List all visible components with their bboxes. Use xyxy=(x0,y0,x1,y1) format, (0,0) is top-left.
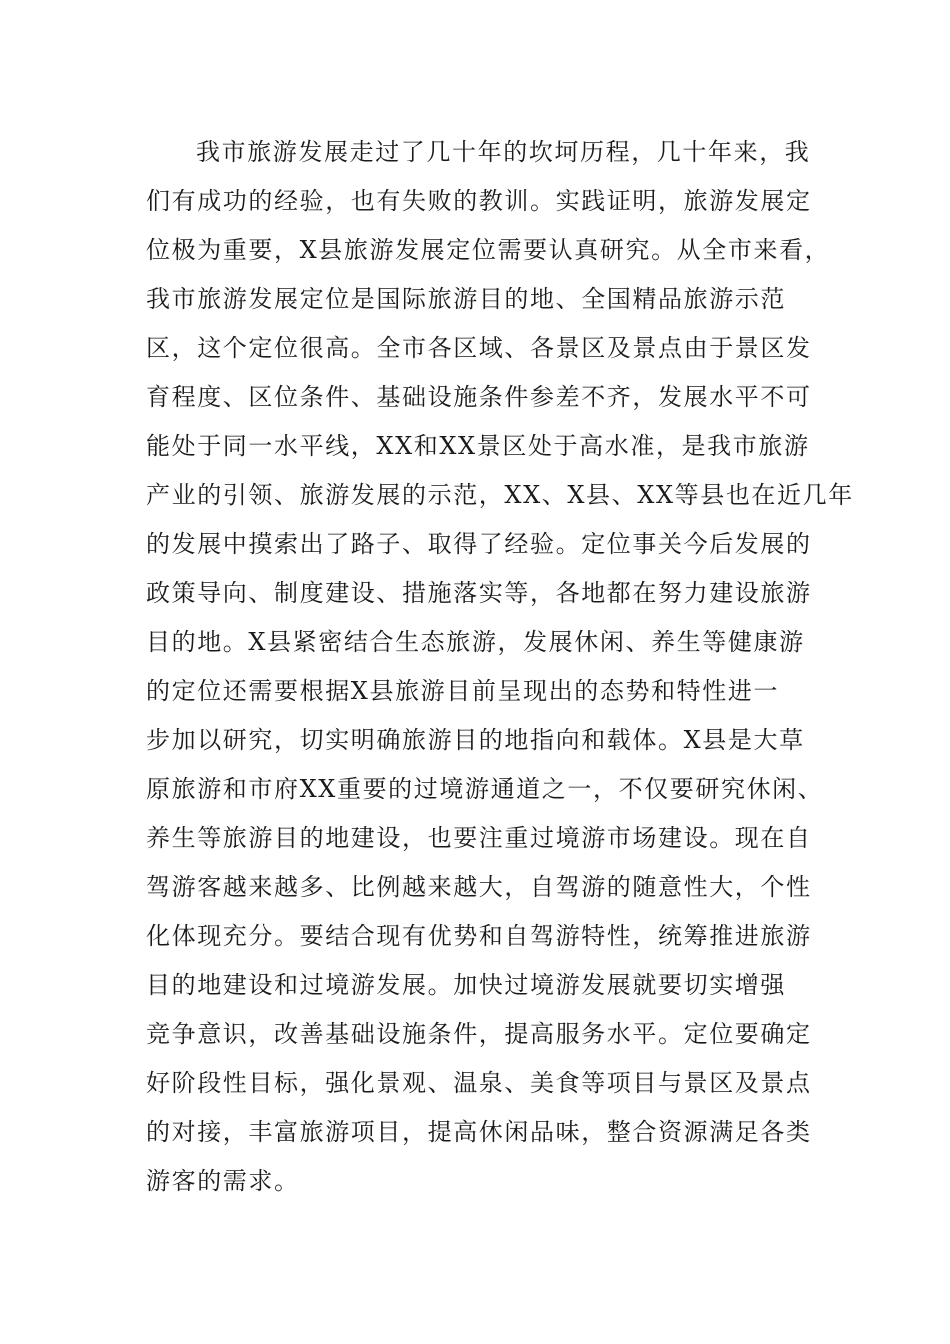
paragraph-line: 目的地建设和过境游发展。加快过境游发展就要切实增强 xyxy=(146,971,786,999)
paragraph-line: 步加以研究，切实明确旅游目的地指向和载体。X县是大草 xyxy=(146,726,805,754)
paragraph-line: 好阶段性目标，强化景观、温泉、美食等项目与景区及景点 xyxy=(146,1069,812,1097)
paragraph-line: 的定位还需要根据X县旅游目前呈现出的态势和特性进一 xyxy=(146,677,780,705)
paragraph-line: 我市旅游发展走过了几十年的坎坷历程，几十年来，我 xyxy=(196,138,811,166)
paragraph-line: 竞争意识，改善基础设施条件，提高服务水平。定位要确定 xyxy=(146,1020,812,1048)
paragraph-line: 我市旅游发展定位是国际旅游目的地、全国精品旅游示范 xyxy=(146,285,786,313)
paragraph-line: 的发展中摸索出了路子、取得了经验。定位事关今后发展的 xyxy=(146,530,812,558)
paragraph-line: 的对接，丰富旅游项目，提高休闲品味，整合资源满足各类 xyxy=(146,1118,812,1146)
paragraph-line: 原旅游和市府XX重要的过境游通道之一，不仅要研究休闲、 xyxy=(146,775,824,803)
paragraph-line: 目的地。X县紧密结合生态旅游，发展休闲、养生等健康游 xyxy=(146,628,805,656)
paragraph-line: 游客的需求。 xyxy=(146,1167,300,1195)
paragraph-line: 育程度、区位条件、基础设施条件参差不齐，发展水平不可 xyxy=(146,383,812,411)
paragraph-line: 区，这个定位很高。全市各区域、各景区及景点由于景区发 xyxy=(146,334,812,362)
paragraph-line: 化体现充分。要结合现有优势和自驾游特性，统筹推进旅游 xyxy=(146,922,812,950)
paragraph-line: 们有成功的经验，也有失败的教训。实践证明，旅游发展定 xyxy=(146,187,812,215)
paragraph-line: 产业的引领、旅游发展的示范，XX、X县、XX等县也在近几年 xyxy=(146,481,854,509)
paragraph-line: 驾游客越来越多、比例越来越大，自驾游的随意性大，个性 xyxy=(146,873,812,901)
paragraph-line: 能处于同一水平线，XX和XX景区处于高水准，是我市旅游 xyxy=(146,432,810,460)
paragraph-line: 位极为重要，X县旅游发展定位需要认真研究。从全市来看， xyxy=(146,236,831,264)
paragraph-line: 养生等旅游目的地建设，也要注重过境游市场建设。现在自 xyxy=(146,824,812,852)
paragraph-line: 政策导向、制度建设、措施落实等，各地都在努力建设旅游 xyxy=(146,579,812,607)
body-paragraph xyxy=(146,128,854,1206)
